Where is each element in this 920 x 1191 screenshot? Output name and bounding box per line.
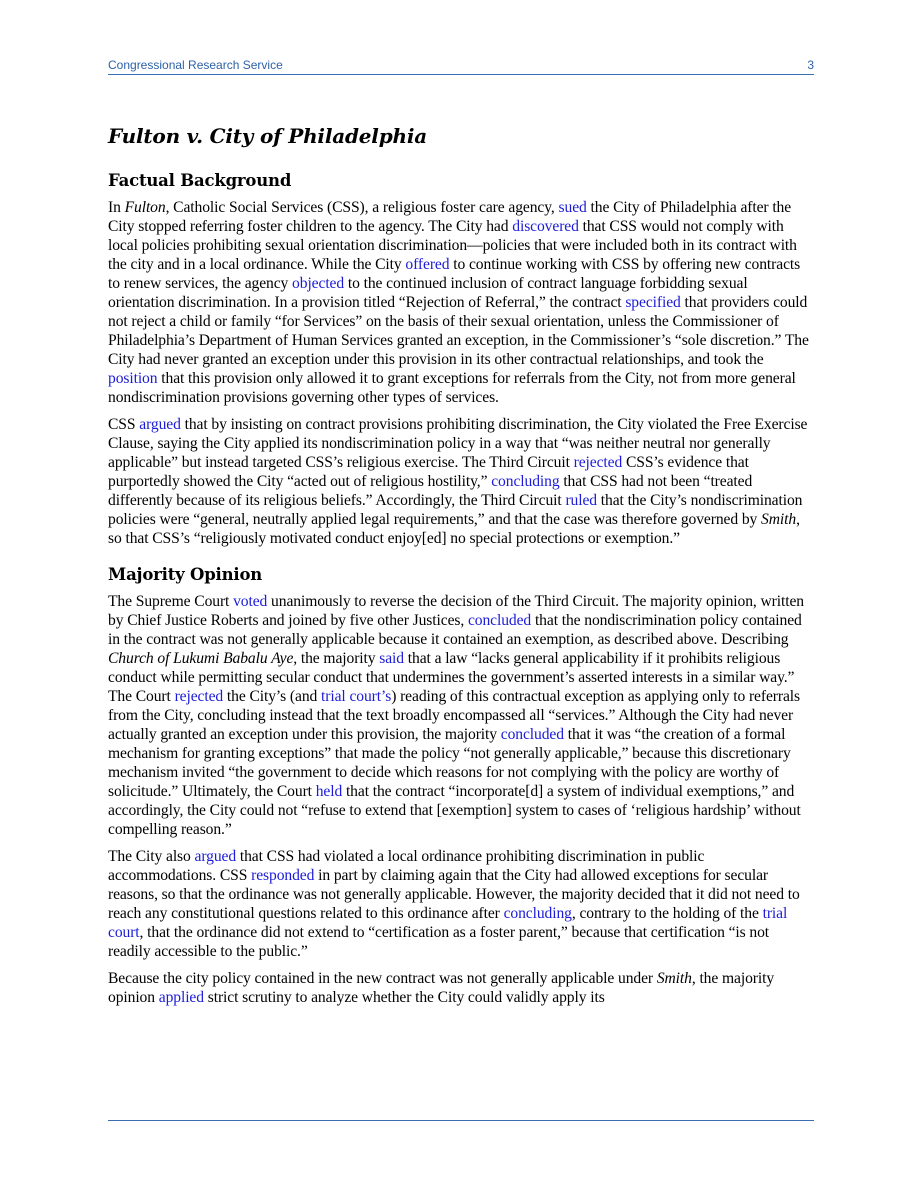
inline-link[interactable]: held (315, 783, 343, 800)
paragraph-text: that a law “lacks general applicability if it prohibits religious conduct while permitting secular conduct that undermines the government’s asserted interests in a similar way.” The Court (108, 650, 795, 705)
inline-link[interactable]: concluded (500, 726, 564, 743)
inline-link[interactable]: responded (251, 867, 315, 884)
inline-link[interactable]: objected (292, 275, 345, 292)
paragraph-text: unanimously to reverse the decision of the Third Circuit. The majority opinion, written by Chief Justice Roberts and joined by five other Justices, (108, 593, 804, 629)
section-heading-factual-background: Factual Background (108, 171, 292, 190)
italic-text: Smith (761, 511, 797, 528)
inline-link[interactable]: argued (194, 848, 237, 865)
paragraph-text: The Supreme Court (108, 593, 234, 610)
paragraph (108, 198, 814, 407)
inline-link[interactable]: voted (233, 593, 268, 610)
italic-text: Church of Lukumi Babalu Aye (108, 650, 294, 667)
inline-link[interactable]: rejected (174, 688, 224, 705)
footer-divider (108, 1120, 814, 1121)
paragraph-text: CSS (108, 416, 140, 433)
inline-link[interactable]: sued (558, 199, 587, 216)
paragraph (108, 415, 814, 548)
paragraph-text: , Catholic Social Services (CSS), a religious foster care agency, (165, 199, 559, 216)
paragraph (108, 592, 814, 839)
paragraph-text: that this provision only allowed it to grant exceptions for referrals from the City, not from more general nondiscrimination provisions governing other types of services. (108, 370, 796, 406)
paragraph (108, 847, 814, 961)
section-heading-majority-opinion: Majority Opinion (108, 565, 263, 584)
paragraph-text: that the City’s nondiscrimination policies were “general, neutrally applied legal requirements,” and that the case was therefore governed by (108, 492, 803, 528)
paragraph-text: , so that CSS’s “religiously motivated conduct enjoy[ed] no special protections or exemption.” (108, 511, 800, 547)
paragraph-text: The City also (108, 848, 195, 865)
inline-link[interactable]: offered (405, 256, 450, 273)
paragraph-text: that CSS had violated a local ordinance prohibiting discrimination in public accommodations. CSS (108, 848, 705, 884)
page-header (108, 58, 814, 75)
paragraph-text: strict scrutiny to analyze whether the City could validly apply its (203, 989, 605, 1006)
paragraph-text: , contrary to the holding of the (571, 905, 763, 922)
paragraph (108, 969, 814, 1007)
paragraph-text: , that the ordinance did not extend to “certification as a foster parent,” because that certification “is not readily accessible to the public.” (108, 924, 770, 960)
inline-link[interactable]: said (379, 650, 404, 667)
paragraph-text: to the continued inclusion of contract language forbidding sexual orientation discrimination. In a provision titled “Rejection of Referral,” the contract (108, 275, 748, 311)
italic-text: Fulton (124, 199, 166, 216)
italic-text: Smith (656, 970, 692, 987)
paragraph-text: ) reading of this contractual exception as applying only to referrals from the City, concluding instead that the text broadly encompassed all “services.” Although the City had never actually granted an exception under this provision, the majority (108, 688, 800, 743)
inline-link[interactable]: trial court (108, 905, 788, 941)
paragraph-text: that by insisting on contract provisions prohibiting discrimination, the City violated the Free Exercise Clause, saying the City applied its nondiscrimination policy in a way that “was neither neutral nor generally applicable” but instead targeted CSS’s religious exercise. The Third Circuit (108, 416, 808, 471)
paragraph-text: , the majority (293, 650, 380, 667)
inline-link[interactable]: ruled (565, 492, 597, 509)
inline-link[interactable]: position (108, 370, 158, 387)
inline-link[interactable]: argued (139, 416, 181, 433)
paragraph-text: CSS’s evidence that purportedly showed the City “acted out of religious hostility,” (108, 454, 749, 490)
paragraph-text: that the contract “incorporate[d] a system of individual exemptions,” and accordingly, the City could not “refuse to extend that [exemption] system to cases of ‘religious hardship’ without compelling reason.” (108, 783, 801, 838)
inline-link[interactable]: specified (625, 294, 681, 311)
paragraph-text: Because the city policy contained in the new contract was not generally applicable under (108, 970, 657, 987)
paragraph-text: the City’s (and (223, 688, 322, 705)
inline-link[interactable]: concluding (503, 905, 572, 922)
paragraph-text: , the majority opinion (108, 970, 775, 1006)
paragraph-text: that CSS would not comply with local policies prohibiting sexual orientation discrimination—policies that were included both in its contract with the city and in a local ordinance. While the City (108, 218, 797, 273)
document-body (108, 124, 814, 1015)
header-source: Congressional Research Service (108, 58, 283, 72)
inline-link[interactable]: rejected (573, 454, 623, 471)
paragraph-text: that the nondiscrimination policy contained in the contract was not generally applicable because it contained an exemption, as described above. Describing (108, 612, 802, 648)
paragraph-text: that it was “the creation of a formal mechanism for granting exceptions” that made the policy “not generally applicable,” because this discretionary mechanism invited “the government to decide which reasons for not complying with the policy are worthy of solicitude.” Ultimately, the Court (108, 726, 791, 800)
paragraph-text: to continue working with CSS by offering new contracts to renew services, the agency (108, 256, 801, 292)
inline-link[interactable]: trial court’s (321, 688, 392, 705)
paragraph-text: In (108, 199, 125, 216)
inline-link[interactable]: concluding (491, 473, 560, 490)
page-title: Fulton v. City of Philadelphia (108, 124, 427, 148)
paragraph-text: that providers could not reject a child or family “for Services” on the basis of their sexual orientation, unless the Commissioner of Philadelphia’s Department of Human Services granted an exception, in the Commissioner’s “sole discretion.” The City had never granted an exception under this provision in its other contractual relationships, and took the (108, 294, 809, 368)
paragraph-text: the City of Philadelphia after the City stopped referring foster children to the agency. The City had (108, 199, 792, 235)
inline-link[interactable]: discovered (512, 218, 579, 235)
paragraph-text: that CSS had not been “treated differently because of its religious beliefs.” Accordingly, the Third Circuit (108, 473, 753, 509)
inline-link[interactable]: applied (158, 989, 204, 1006)
page-number: 3 (807, 58, 814, 72)
paragraph-text: in part by claiming again that the City had allowed exceptions for secular reasons, so that the ordinance was not generally applicable. However, the majority decided that it did not need to reach any constitutional questions related to this ordinance after (108, 867, 800, 922)
inline-link[interactable]: concluded (467, 612, 532, 629)
